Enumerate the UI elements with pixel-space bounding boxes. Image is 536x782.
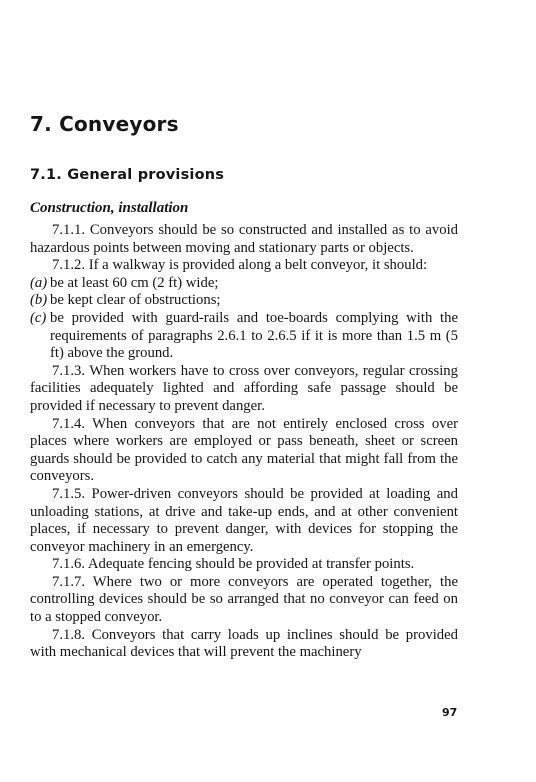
- paragraph-7-1-3: 7.1.3. When workers have to cross over conveyors, regular crossing facilities adequately lighted and affording safe passage should be provided if necessary to prevent danger.: [30, 362, 458, 414]
- subheading: Construction, installation: [30, 200, 189, 216]
- body-text: [30, 222, 458, 662]
- list-item-a-marker: (a): [30, 274, 48, 291]
- list-item-c-text: be provided with guard-rails and toe-boards complying with the requirements of paragraphs 2.6.1 to 2.6.5 if it is more than 1.5 m (5 ft) above the ground.: [50, 309, 458, 362]
- list-item-a-text: be at least 60 cm (2 ft) wide;: [50, 274, 219, 291]
- list-item-a: [30, 275, 458, 293]
- paragraph-7-1-1: 7.1.1. Conveyors should be so constructed and installed as to avoid hazardous points between moving and stationary parts or objects.: [30, 222, 458, 256]
- page-number: 97: [442, 706, 458, 719]
- list-item-b-marker: (b): [30, 292, 48, 309]
- list-item-c: [30, 310, 458, 363]
- list-item-c-marker: (c): [30, 309, 47, 326]
- list-item-b-text: be kept clear of obstructions;: [50, 292, 221, 309]
- section-title: 7.1. General provisions: [30, 167, 225, 183]
- paragraph-7-1-6: 7.1.6. Adequate fencing should be provided at transfer points.: [52, 556, 415, 573]
- paragraph-7-1-2: 7.1.2. If a walkway is provided along a belt conveyor, it should:: [52, 257, 428, 274]
- paragraph-7-1-5: 7.1.5. Power-driven conveyors should be provided at loading and unloading stations, at drive and take-up ends, and at other convenient places, if necessary to prevent danger, with devices for stopping the conveyor machinery in an emergency.: [30, 485, 458, 555]
- paragraph-7-1-8: 7.1.8. Conveyors that carry loads up inclines should be provided with mechanical devices that will prevent the machinery: [30, 626, 458, 661]
- paragraph-7-1-7: 7.1.7. Where two or more conveyors are operated together, the controlling devices should be so arranged that no conveyor can feed on to a stopped conveyor.: [30, 573, 458, 626]
- list-item-b: [30, 292, 458, 310]
- chapter-title: 7. Conveyors: [30, 112, 179, 136]
- paragraph-7-1-4: 7.1.4. When conveyors that are not entirely enclosed cross over places where workers are employed or pass beneath, sheet or screen guards should be provided to catch any material that might fall from the conveyors.: [30, 415, 458, 485]
